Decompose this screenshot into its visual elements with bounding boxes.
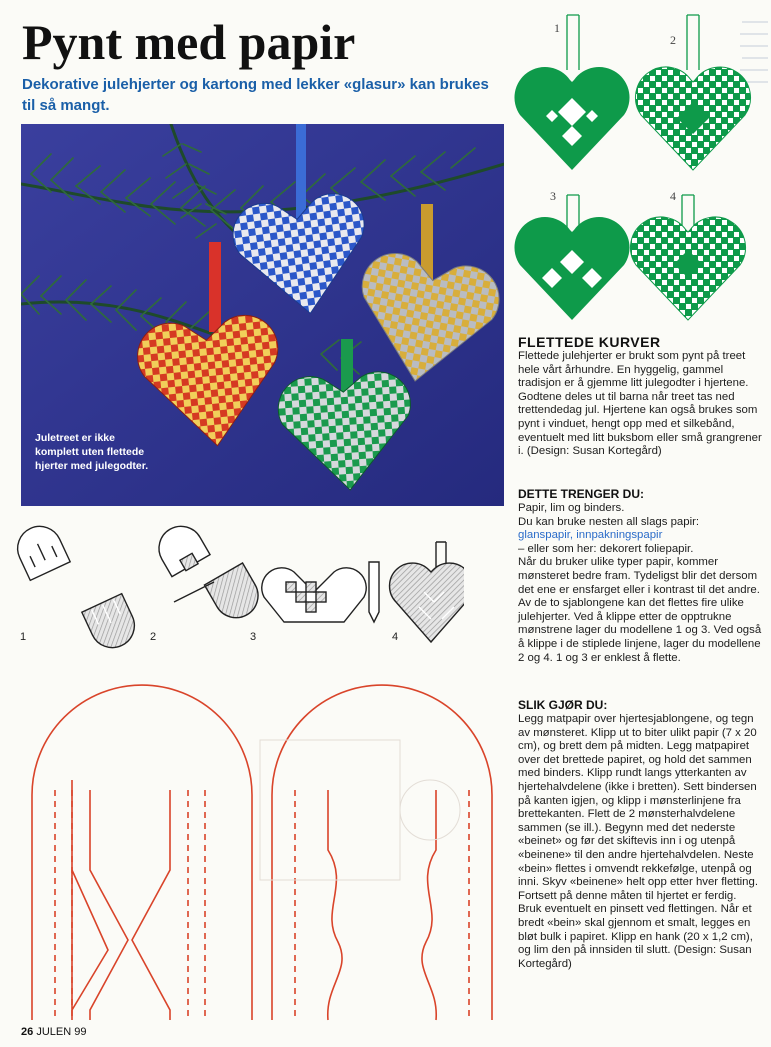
issue-label: JULEN 99 xyxy=(36,1026,87,1038)
materials-line-4: – eller som her: dekorert foliepapir. xyxy=(518,542,694,555)
green-heart-3 xyxy=(514,217,629,320)
page-number: 26 xyxy=(21,1026,34,1038)
weaving-step-diagrams xyxy=(14,512,464,662)
intro-text: Flettede julehjerter er brukt som pynt på treet hele vårt århundre. En hyggelig, gammel tradisjon er å gjemme litt julegodter i hjertene. Godtene deles ut til barna når treet tas ned trettendedag jul. Hjertene kan også brukes som pynt i vinduet, hengt opp med et silkebånd, eventuelt med litt buksbom eller små grangrener i. (Design: Susan Kortegård) xyxy=(518,350,762,458)
template-a-outline xyxy=(32,685,252,1020)
page-title: Pynt med papir xyxy=(22,14,356,70)
materials-line-1: Papir, lim og binders. xyxy=(518,502,625,514)
photo-caption: Juletreet er ikke komplett uten flettede hjerter med julegodter. xyxy=(35,432,149,472)
green-heart-1 xyxy=(514,67,629,170)
heading-flettede-kurver: FLETTEDE KURVER xyxy=(518,334,661,350)
step-3-diagram xyxy=(262,562,379,622)
step-2-diagram xyxy=(151,518,266,625)
green-heart-2 xyxy=(635,67,750,170)
diagram-label-3: 3 xyxy=(250,631,257,643)
green-heart-label-4: 4 xyxy=(670,189,676,203)
materials-line-3: glanspapir, innpakningspapir xyxy=(518,529,663,542)
materials-line-2: Du kan bruke nesten all slags papir: xyxy=(518,515,700,528)
heading-dette-trenger-du: DETTE TRENGER DU: xyxy=(518,487,644,501)
heading-slik-gjor-du: SLIK GJØR DU: xyxy=(518,698,608,712)
diagram-label-2: 2 xyxy=(150,631,157,643)
materials-text xyxy=(518,502,763,665)
green-heart-label-2: 2 xyxy=(670,33,676,47)
step-4-diagram xyxy=(390,542,464,642)
christmas-tree-photo xyxy=(21,124,504,506)
diagram-label-1: 1 xyxy=(20,631,27,643)
green-heart-4 xyxy=(630,217,745,320)
green-heart-label-3: 3 xyxy=(550,189,556,203)
diagram-label-4: 4 xyxy=(392,631,399,643)
green-heart-patterns xyxy=(512,10,762,340)
page-subtitle: Dekorative julehjerter og kartong med lekker «glasur» kan brukes til så mangt. xyxy=(22,76,489,114)
step-1-diagram xyxy=(14,519,142,655)
template-b-outline xyxy=(272,685,492,1020)
heart-templates xyxy=(20,680,495,1025)
materials-rest: Når du bruker ulike typer papir, kommer mønsteret bedre fram. Tydeligst blir det dersom det ene er ensfarget eller i kontrast til det andre. Av de to sjablongene kan det flettes fire ulike julehjerter. Ved å klippe etter de opptrukne mønstrene lager du modellene 1 og 3. Ved også å klippe i de stiplede linjene, lager du modellene 2 og 4. 1 og 3 er enklest å flette. xyxy=(518,556,762,664)
page-footer xyxy=(21,1026,86,1038)
instructions-text: Legg matpapir over hjertesjablongene, og tegn av mønsteret. Klipp ut to biter ulikt papir (7 x 20 cm), og brett dem på midten. Legg matpapiret over det brettede papiret, og hold det sammen med binders. Klipp rundt langs ytterkanten av hjertehalvdelene (ikke i bretten). Sett bindersen på kanten igjen, og klipp i mønsterlinjene fra brettekanten. Flett de 2 mønsterhalvdelene sammen (se ill.). Begynn med det nederste «beinet» og før det skiftevis inn i og utenpå «beinene» til den andre hjertehalvdelen. Neste «bein» flettes i omvendt rekkefølge, utenpå og inni. Skyv «beinene» helt opp etter hver fletting. Fortsett på denne måten til hjertet er ferdig. Bruk eventuelt en pinsett ved flettingen. Når et bredt «bein» skal gjennom et smalt, legges en bløt bulk i papiret. Klipp en hank (20 x 1,2 cm), og lim den på innsiden til slutt. (Design: Susan Kortegård) xyxy=(518,713,758,970)
green-heart-label-1: 1 xyxy=(554,21,560,35)
